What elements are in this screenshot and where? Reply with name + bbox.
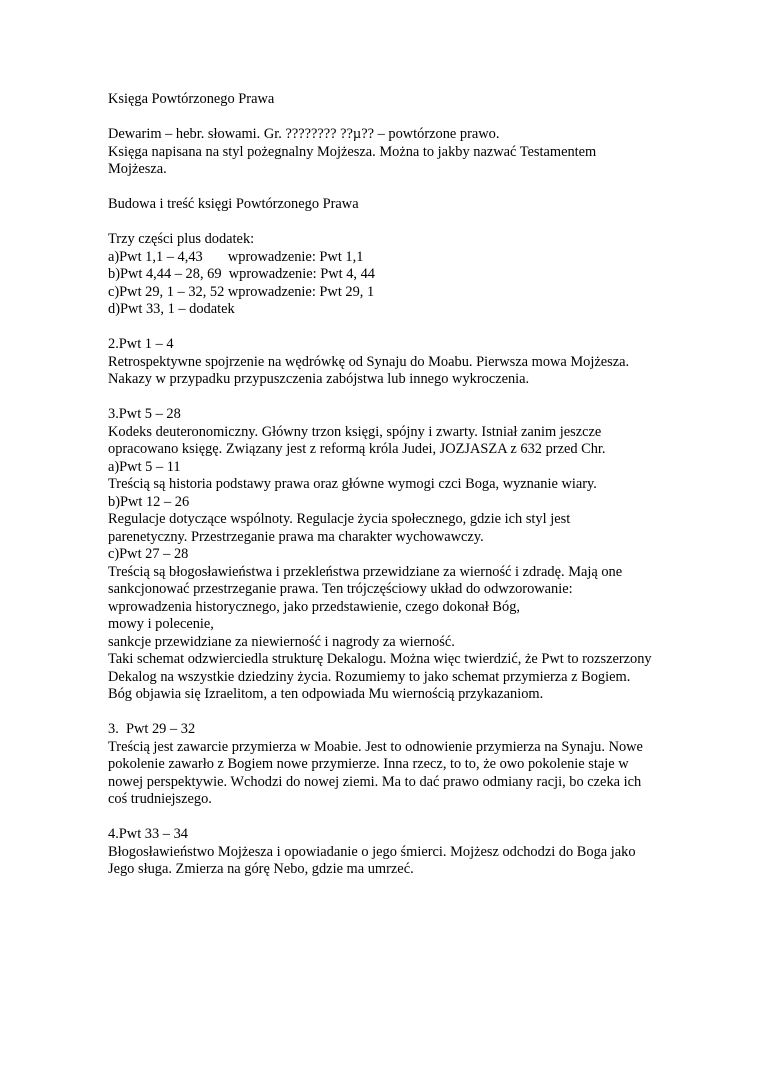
text-line: pokolenie zawarło z Bogiem nowe przymierze. Inna rzecz, to to, że owo pokolenie staje w [108, 756, 629, 772]
text-line: mowy i polecenie, [108, 616, 214, 632]
paragraph-parts-list [108, 231, 728, 319]
section-heading: 3. Pwt 29 – 32 [108, 721, 196, 737]
document-page [108, 91, 728, 896]
section-heading: 2.Pwt 1 – 4 [108, 336, 174, 352]
paragraph-section-3 [108, 406, 728, 704]
text-line: Retrospektywne spojrzenie na wędrówkę od Synaju do Moabu. Pierwsza mowa Mojżesza. [108, 353, 630, 370]
text-line: Treścią jest zawarcie przymierza w Moabie. Jest to odnowienie przymierza na Synaju. Nowe [108, 738, 643, 755]
document-title: Księga Powtórzonego Prawa [108, 91, 275, 107]
text-line: sankcjonować przestrzeganie prawa. Ten trójczęściowy układ do odwzorowanie: [108, 581, 573, 597]
list-item: c)Pwt 29, 1 – 32, 52 wprowadzenie: Pwt 29, 1 [108, 283, 375, 300]
section-heading-structure [108, 196, 728, 214]
text-line: parenetyczny. Przestrzeganie prawa ma charakter wychowawczy. [108, 528, 484, 545]
section-heading: Budowa i treść księgi Powtórzonego Prawa [108, 196, 359, 212]
list-item: b)Pwt 4,44 – 28, 69 wprowadzenie: Pwt 4, 44 [108, 266, 375, 282]
text-line: Bóg objawia się Izraelitom, a ten odpowiada Mu wiernością przykazaniom. [108, 686, 544, 702]
paragraph-intro [108, 126, 728, 179]
text-line: Dewarim – hebr. słowami. Gr. ???????? ??µ?? – powtórzone prawo. [108, 126, 500, 142]
subsection-heading: a)Pwt 5 – 11 [108, 458, 181, 475]
subsection-heading: b)Pwt 12 – 26 [108, 493, 190, 510]
section-heading: 3.Pwt 5 – 28 [108, 406, 181, 422]
paragraph-section-4 [108, 826, 728, 879]
text-line: Mojżesza. [108, 161, 167, 177]
text-line: Nakazy w przypadku przypuszczenia zabójstwa lub innego wykroczenia. [108, 371, 530, 387]
text-line: Taki schemat odzwierciedla strukturę Dekalogu. Można więc twierdzić, że Pwt to rozszerzony [108, 651, 652, 667]
text-line: Regulacje dotyczące wspólnoty. Regulacje życia społecznego, gdzie ich styl jest [108, 511, 571, 527]
text-line: nowej perspektywie. Wchodzi do nowej ziemi. Ma to dać prawo odmiany racji, bo czeka ich [108, 773, 642, 790]
text-line: sankcje przewidziane za niewierność i nagrody za wierność. [108, 633, 455, 650]
text-line: Dekalog na wszystkie dziedziny życia. Rozumiemy to jako schemat przymierza z Bogiem. [108, 668, 631, 685]
paragraph-section-2 [108, 336, 728, 389]
text-line: Trzy części plus dodatek: [108, 231, 255, 247]
list-item: a)Pwt 1,1 – 4,43 wprowadzenie: Pwt 1,1 [108, 248, 364, 265]
text-line: Kodeks deuteronomiczny. Główny trzon księgi, spójny i zwarty. Istniał zanim jeszcze [108, 423, 602, 440]
subsection-heading: c)Pwt 27 – 28 [108, 546, 189, 562]
text-line: wprowadzenia historycznego, jako przedstawienie, czego dokonał Bóg, [108, 598, 520, 615]
text-line: Błogosławieństwo Mojżesza i opowiadanie o jego śmierci. Mojżesz odchodzi do Boga jako [108, 843, 636, 860]
text-line: Jego sługa. Zmierza na górę Nebo, gdzie ma umrzeć. [108, 861, 414, 877]
text-line: Treścią są błogosławieństwa i przekleństwa przewidziane za wierność i zdradę. Mają one [108, 563, 623, 580]
section-heading: 4.Pwt 33 – 34 [108, 826, 188, 842]
document-title-block [108, 91, 728, 109]
text-line: opracowano księgę. Związany jest z reformą króla Judei, JOZJASZA z 632 przed Chr. [108, 441, 606, 457]
text-line: coś trudniejszego. [108, 791, 212, 807]
text-line: Księga napisana na styl pożegnalny Mojżesza. Można to jakby nazwać Testamentem [108, 143, 597, 160]
list-item: d)Pwt 33, 1 – dodatek [108, 301, 235, 317]
text-line: Treścią są historia podstawy prawa oraz główne wymogi czci Boga, wyznanie wiary. [108, 476, 597, 492]
paragraph-section-3b [108, 721, 728, 809]
